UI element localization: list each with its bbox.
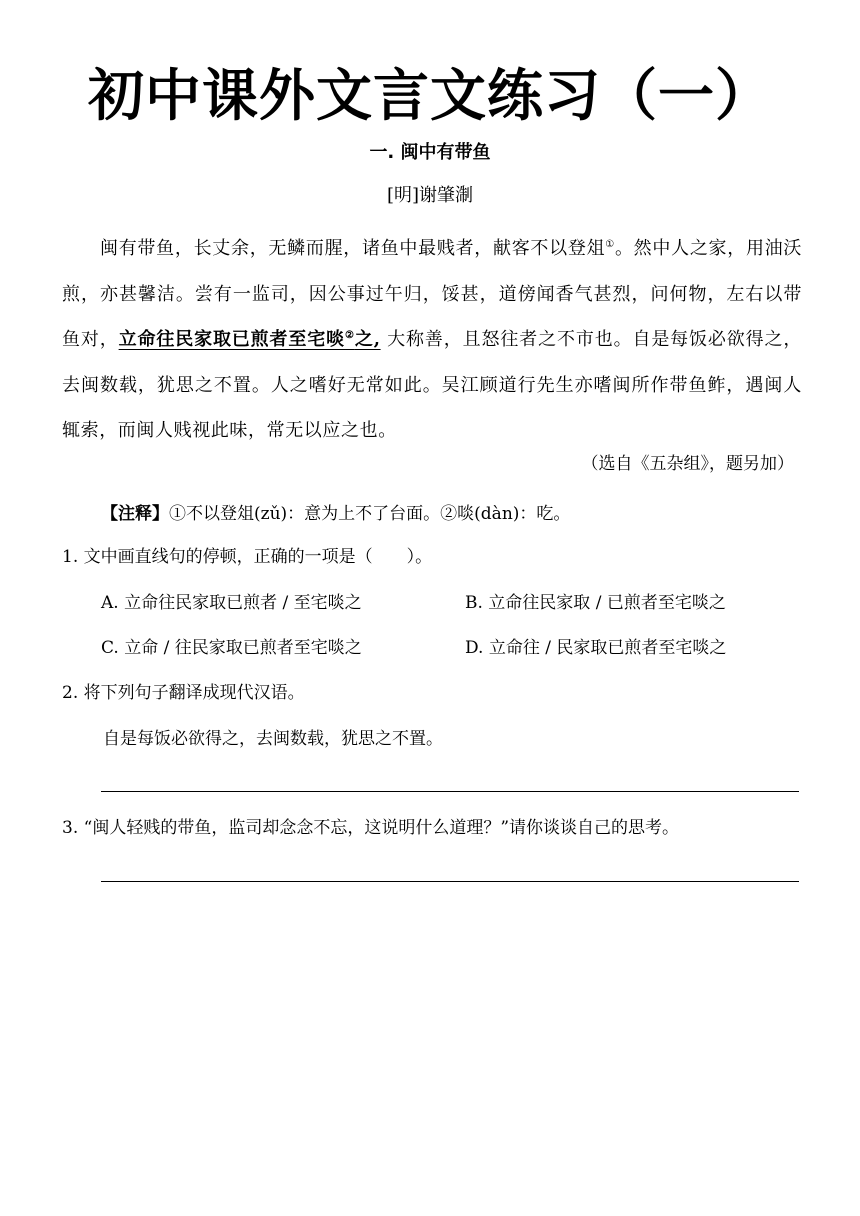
passage-text: 闽有带鱼，长丈余，无鳞而腥，诸鱼中最贱者，献客不以登俎 xyxy=(100,238,606,259)
option-a[interactable]: A. 立命往民家取已煎者 / 至宅啖之 xyxy=(101,593,362,613)
question-2: 2. 将下列句子翻译成现代汉语。 xyxy=(62,683,305,703)
underlined-text: 立命往民家取已煎者至宅啖 xyxy=(118,329,346,350)
footnote-marker: ② xyxy=(345,330,355,341)
translation-sentence: 自是每饭必欲得之，去闽数载，犹思之不置。 xyxy=(103,729,443,749)
source-citation: （选自《五杂组》，题另加） xyxy=(581,454,794,474)
answer-line-q3[interactable] xyxy=(101,881,799,882)
annotation xyxy=(101,500,821,528)
passage-text: 。然中人之家，用油沃煎，亦甚馨洁。尝有一监司，因公事过午归，馁甚，道傍闻香气甚烈，问何物，左右以带鱼对， xyxy=(62,238,802,350)
annotation-label: 【注释】 xyxy=(101,504,169,524)
option-b[interactable]: B. 立命往民家取 / 已煎者至宅啖之 xyxy=(465,593,726,613)
annotation-text: ①不以登俎(zǔ)：意为上不了台面。②啖(dàn)：吃。 xyxy=(169,504,571,524)
author-line: [明]谢肇淛 xyxy=(386,185,474,206)
answer-line-q2[interactable] xyxy=(101,791,799,792)
question-3: 3. “闽人轻贱的带鱼，监司却念念不忘，这说明什么道理？”请你谈谈自己的思考。 xyxy=(62,818,680,838)
footnote-marker: ① xyxy=(605,239,615,250)
option-d[interactable]: D. 立命往 / 民家取已煎者至宅啖之 xyxy=(465,638,727,658)
option-c[interactable]: C. 立命 / 往民家取已煎者至宅啖之 xyxy=(101,638,362,658)
page-title: 初中课外文言文练习（一） xyxy=(88,64,772,129)
question-1: 1. 文中画直线句的停顿，正确的一项是（ ）。 xyxy=(62,547,433,567)
section-heading: 一. 闽中有带鱼 xyxy=(369,142,491,163)
passage-text: 大称善，且怒往者之不市也。自是每饭必欲得之，去闽数载，犹思之不置。人之嗜好无常如此。吴江顾道行先生亦嗜闽所作带鱼鲊，遇闽人辄索，而闽人贱视此味，常无以应之也。 xyxy=(62,329,802,441)
underlined-sentence xyxy=(119,329,381,350)
classical-passage xyxy=(62,226,802,454)
underlined-text: 之, xyxy=(354,329,381,350)
